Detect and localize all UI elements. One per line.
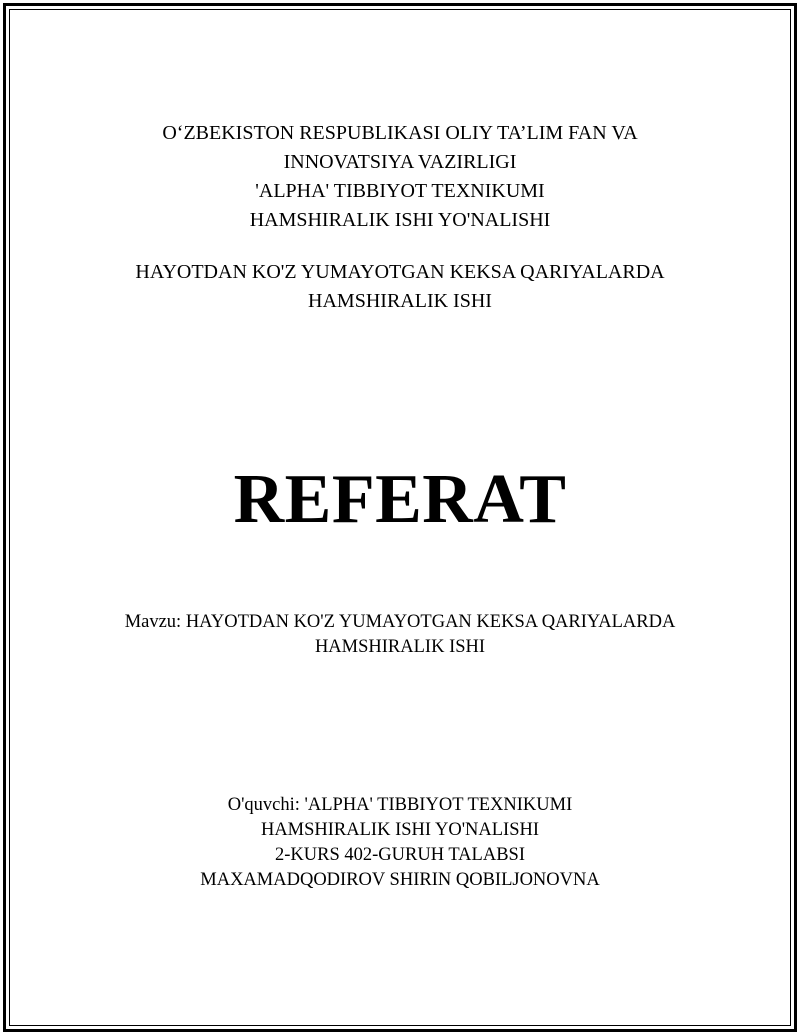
subject-line-2: HAMSHIRALIK ISHI [314,637,486,657]
student-line-name: MAXAMADQODIROV SHIRIN QOBILJONOVNA [200,870,600,890]
header-line-department: HAMSHIRALIK ISHI YO'NALISHI [249,209,551,231]
institution-header [0,119,800,235]
subject-block [0,610,800,660]
document-title: REFERAT [233,461,567,538]
topic-heading [0,258,800,316]
topic-line-2: HAMSHIRALIK ISHI [308,290,492,312]
header-line-school: 'ALPHA' TIBBIYOT TEXNIKUMI [255,180,545,202]
student-info-block [0,793,800,893]
subject-line-1: Mavzu: HAYOTDAN KO'Z YUMAYOTGAN KEKSA QARIYALARDA [124,612,676,632]
header-line-ministry-2: INNOVATSIYA VAZIRLIGI [283,151,517,173]
document-title-block [0,460,800,540]
student-line-school: O'quvchi: 'ALPHA' TIBBIYOT TEXNIKUMI [227,795,573,815]
topic-line-1: HAYOTDAN KO'Z YUMAYOTGAN KEKSA QARIYALARDA [135,261,665,283]
header-line-ministry-1: O‘ZBEKISTON RESPUBLIKASI OLIY TA’LIM FAN VA [162,122,638,144]
student-line-department: HAMSHIRALIK ISHI YO'NALISHI [260,820,540,840]
student-line-course: 2-KURS 402-GURUH TALABSI [275,845,525,865]
